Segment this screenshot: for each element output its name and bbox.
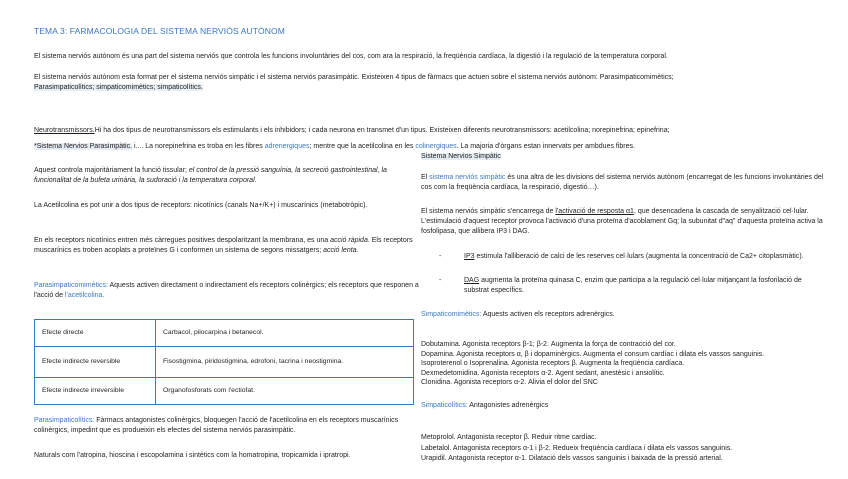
list-item: Metoprolol. Antagonista receptor β. Reduir ritme cardíac. bbox=[421, 434, 597, 441]
list-item: Dexmedetomidina. Agonista receptors α-2. Agent sedant, anestèsic i ansiolític. bbox=[421, 369, 665, 377]
parasympathetic-chip[interactable]: *Sistema Nervios Parasimpàtic. bbox=[34, 143, 133, 150]
list-item: Isoproterenol o Isoprenalina. Agonista receptors β. Augmenta la freqüència cardíaca. bbox=[421, 360, 685, 368]
bullet-text: augmenta la proteïna quinasa C, enzim que participa a la regulació cel·lular mitjançant la fosforilació de substrat específics. bbox=[464, 277, 802, 294]
parasympatholytics-paragraph bbox=[34, 416, 420, 436]
drugs-cell: Fisostigmina, piridostigmina, edrofoni, tacrina i neostigmina. bbox=[156, 347, 414, 378]
sympathetic-intro bbox=[421, 173, 826, 193]
table-row bbox=[35, 378, 414, 405]
naturals-paragraph: Naturals com l'atropina, hioscina i escopolamina i sintètics com la homatropina, tropicamida i ipratropi. bbox=[34, 452, 351, 459]
effect-cell: Efecte directe bbox=[35, 320, 156, 347]
parasympatholytics-label[interactable]: Parasimpaticolítics: bbox=[34, 417, 95, 424]
composition-line-2: Parasimpaticolítics; simpaticomimètics; simpaticolítics. bbox=[34, 84, 203, 91]
receptor-mechanisms bbox=[34, 236, 420, 256]
adrenergic-link[interactable]: adrenergiques bbox=[264, 143, 310, 150]
list-item: Dobutamina. Agonista receptors β-1; β-2. Augmenta la força de contracció del cor. bbox=[421, 341, 676, 348]
parasympathomimetics-paragraph bbox=[34, 281, 420, 301]
sympathetic-heading bbox=[421, 152, 501, 162]
bullet-text: estimula l'alliberació de calci de les reserves cel·lulars (augmenta la concentració de Ca2+ citoplasmàtic). bbox=[474, 253, 804, 260]
parasympatholytics-text: Fàrmacs antagonistes colinèrgics, bloquegen l'acció de l'acetilcolina en els receptors muscarínics colinèrgics, impedint que es produeixin els efectes del sistema nerviós parasimpàtic. bbox=[34, 417, 399, 434]
mech-b: . Els receptors muscarínics es troben acoplats a proteïnes G i conformen un sistema de segons missatgers; bbox=[34, 237, 413, 254]
acetylcholine-receptors: La Acetilcolina es pot unir a dos tipus de receptors: nicotínics (canals Na+/K+) i muscarínics (metabotròpic). bbox=[34, 202, 368, 209]
bullet-dash: - bbox=[439, 277, 442, 284]
alpha1-term: l'activació de resposta α1 bbox=[555, 208, 634, 215]
fibres-pre: i.... La norepinefrina es troba en les fibres bbox=[133, 143, 265, 150]
list-item bbox=[464, 252, 824, 262]
intro-paragraph: El sistema nerviós autònom és una part del sistema nerviós que controla les funcions involuntàries del cos, com ara la respiració, la freqüència cardíaca, la digestió i la regulació de la temperatura corporal. bbox=[34, 53, 668, 60]
sympatholytics-list bbox=[421, 433, 826, 465]
list-item: Urapidil. Antagonista receptor α-1. Dilatació dels vassos sanguinis i baixada de la pressió arterial. bbox=[421, 455, 723, 462]
sympatholytics-label[interactable]: Simpaticolítics: bbox=[421, 402, 468, 409]
neurotransmitters-paragraph bbox=[34, 126, 824, 136]
mech-slow: acció lenta. bbox=[323, 247, 359, 254]
composition-line-1: El sistema nerviós autònom esta format per el sistema nerviós simpàtic i el sistema nerviós parasimpàtic. Existeixen 4 tipus de fàrmacs que actuen sobre el sistema nerviós autònom: Parasimpaticomimètics; bbox=[34, 74, 674, 81]
sna-composition-paragraph bbox=[34, 73, 824, 93]
document-title: TEMA 3: FARMACOLOGIA DEL SISTEMA NERVIÓS AUTÒNOM bbox=[34, 26, 285, 36]
alpha1-activation bbox=[421, 207, 826, 237]
fibres-mid: ; mentre que la acetilcolina en les bbox=[309, 143, 416, 150]
sympathetic-intro-pre: El bbox=[421, 174, 430, 181]
effect-cell: Efecte indirecte reversible bbox=[35, 347, 156, 378]
list-item: Labetalol. Antagonista receptors α-1 i β-2. Redueix freqüència cardíaca i dilata els vassos sanguinis. bbox=[421, 444, 733, 452]
parasympathetic-function bbox=[34, 166, 420, 186]
bullet-term: DAG bbox=[464, 277, 480, 284]
bullet-dash: - bbox=[439, 253, 442, 260]
sympathomimetics-paragraph bbox=[421, 310, 826, 320]
sympathetic-heading-text: Sistema Nervios Simpàtic bbox=[421, 153, 501, 160]
drugs-cell: Organofosforats com l'ectiofat. bbox=[156, 378, 414, 405]
cholinergic-link[interactable]: colinergiques bbox=[415, 143, 457, 150]
neurotransmitters-label: Neurotransmissors. bbox=[34, 127, 95, 134]
alpha1-post: , que desencadena la cascada de senyalització cel·lular. L'estimulació d'aquest receptor provoca l'activació d'una proteïna d'acoblament Gq; la subunitat d"aq" d'aquesta proteïna activa la fosfolipasa, que allibera IP3 i DAG. bbox=[421, 208, 823, 235]
effect-cell: Efecte indirecte irreversible bbox=[35, 378, 156, 405]
sympathomimetics-label[interactable]: Simpaticomimètics: bbox=[421, 311, 482, 318]
function-intro: Aquest controla majoritàriament la funció tissular; bbox=[34, 167, 189, 174]
acetylcholine-link[interactable]: l'acetilcolina. bbox=[64, 292, 105, 299]
bullet-term: IP3 bbox=[464, 253, 475, 260]
table-row bbox=[35, 347, 414, 378]
mech-a: En els receptors nicotínics entren més càrregues positives despolaritzant la membrana, es una bbox=[34, 237, 331, 244]
sympathomimetics-text: Aquests activen els receptors adrenèrgics. bbox=[481, 311, 615, 318]
effects-table bbox=[34, 319, 414, 405]
fibres-paragraph bbox=[34, 142, 824, 152]
sympatholytics-text: Antagonistes adrenèrgics bbox=[467, 402, 549, 409]
parasympathomimetics-label[interactable]: Parasimpaticomimètics: bbox=[34, 282, 108, 289]
parasympathomimetics-text: Aquests activen directament o indirectament els receptors colinèrgics; els receptors que responen a l'acció de bbox=[34, 282, 419, 299]
sympatholytics-paragraph bbox=[421, 401, 826, 411]
fibres-post: . La majoria d'òrgans estan innervats per ambdues fibres. bbox=[456, 143, 635, 150]
sympathetic-link[interactable]: sistema nerviós simpàtic bbox=[429, 174, 506, 181]
list-item: Clonidina. Agonista receptors α-2. Alivia el dolor del SNC bbox=[421, 379, 598, 387]
function-details: el control de la pressió sanguínia, la secreció gastrointestinal, la funcionalitat de la bufeta urinària, la sudoració i la temperatura corporal. bbox=[34, 167, 387, 184]
drugs-cell: Carbacol, pilocarpina i betanecol. bbox=[156, 320, 414, 347]
list-item bbox=[464, 276, 824, 296]
alpha1-pre: El sistema nerviós simpàtic s'encarrega de bbox=[421, 208, 556, 215]
neurotransmitters-text: Hi ha dos tipus de neurotransmissors els estimulants i els inhibidors; i cada neurona en transmet d'un tipus. Existeixen diferents neurotransmissors: acetilcolina; norepinefrina; epinefrina; bbox=[94, 127, 670, 134]
table-row bbox=[35, 320, 414, 347]
sympathetic-intro-post: és una altra de les divisions del sistema nerviós autònom (encarregat de les funcions involuntàries del cos com la freqüència cardíaca, la respiració, digestió…). bbox=[421, 174, 824, 191]
sympathomimetics-list bbox=[421, 340, 826, 388]
list-item: Dopamina. Agonista receptors α, β i dopaminèrgics. Augmenta el consum cardíac i dilata els vassos sanguinis. bbox=[421, 350, 765, 358]
mech-fast: acció ràpida bbox=[330, 237, 368, 244]
